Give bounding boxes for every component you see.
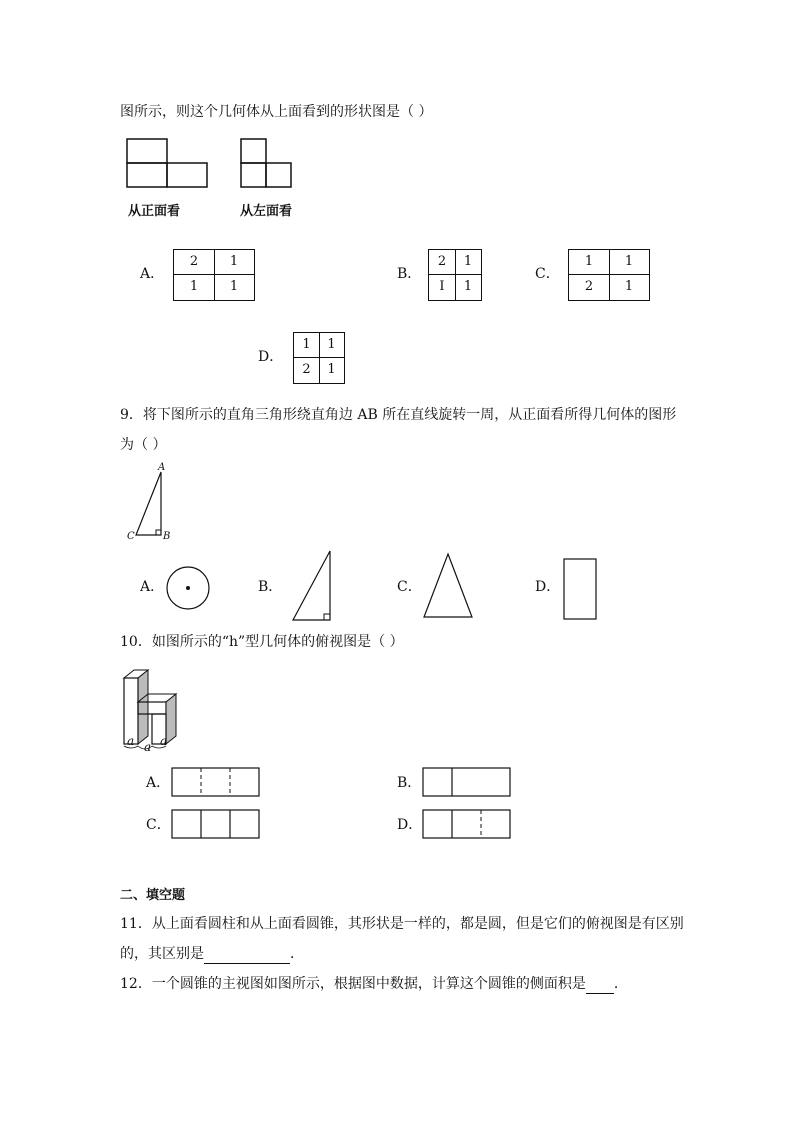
q10-option-a-view[interactable] [171, 767, 261, 799]
q10-dim-a-2: a [144, 740, 152, 754]
grid-cell: 1 [302, 337, 311, 352]
q8-front-label: 从正面看 [128, 204, 181, 219]
q8-option-a-grid[interactable] [173, 249, 255, 301]
q10-option-b-label[interactable]: B． [397, 775, 422, 791]
q10-stem: 10．如图所示的“h”型几何体的俯视图是（ ） [120, 634, 404, 650]
grid-cell: 1 [229, 279, 239, 294]
q10-dim-a-3: a [160, 734, 168, 748]
q12-suffix: ． [613, 976, 628, 992]
grid-cell: 1 [327, 362, 336, 377]
q10-option-a-label[interactable]: A． [146, 775, 171, 791]
grid-cell: 2 [437, 254, 447, 269]
q10-dim-a-1: a [127, 734, 135, 748]
grid-cell: 1 [584, 254, 594, 269]
q9-stem-line2: 为（ ） [120, 437, 167, 453]
q8-left-view [240, 138, 295, 190]
q11-line1: 11．从上面看圆柱和从上面看圆锥，其形状是一样的，都是圆，但是它们的俯视图是有区别 [120, 916, 684, 932]
q8-option-d-grid[interactable] [293, 332, 345, 384]
q8-option-c-label[interactable]: C． [535, 266, 560, 282]
q9-vertex-c: C [127, 531, 135, 542]
grid-cell: 1 [463, 254, 473, 269]
q8-left-label: 从左面看 [240, 204, 293, 219]
q10-option-d-view[interactable] [422, 809, 512, 841]
grid-cell: 1 [463, 279, 473, 294]
q12-line [120, 974, 628, 994]
grid-cell: 2 [584, 279, 594, 294]
q8-option-d-label[interactable]: D． [258, 349, 284, 365]
q9-option-d-label[interactable]: D． [535, 579, 561, 595]
q9-right-triangle [126, 464, 186, 544]
q9-option-a-circle[interactable] [165, 565, 211, 611]
grid-cell: 1 [624, 279, 634, 294]
q9-vertex-a: A [158, 462, 166, 473]
q11-line2 [120, 944, 304, 964]
q12-answer-blank[interactable] [586, 977, 614, 994]
q8-option-c-grid[interactable] [568, 249, 650, 301]
q9-option-c-label[interactable]: C． [397, 579, 422, 595]
q8-option-a-label[interactable]: A． [140, 266, 165, 282]
grid-cell: I [439, 279, 445, 294]
q11-line2-prefix: 的，其区别是 [120, 946, 204, 962]
q9-option-d-rectangle[interactable] [562, 557, 598, 621]
q8-stem: 图所示，则这个几何体从上面看到的形状图是（ ） [120, 104, 433, 120]
q9-option-b-label[interactable]: B． [258, 579, 283, 595]
grid-cell: 1 [229, 254, 239, 269]
grid-cell: 2 [302, 362, 311, 377]
q8-option-b-grid[interactable] [428, 249, 482, 301]
section-heading: 二、填空题 [120, 888, 186, 903]
q11-answer-blank[interactable] [204, 947, 290, 964]
q10-option-c-label[interactable]: C． [146, 817, 171, 833]
q10-option-b-view[interactable] [422, 767, 512, 799]
grid-cell: 2 [189, 254, 199, 269]
q8-option-b-label[interactable]: B． [397, 266, 422, 282]
grid-cell: 1 [624, 254, 634, 269]
grid-cell: 1 [189, 279, 199, 294]
q12-prefix: 12．一个圆锥的主视图如图所示，根据图中数据，计算这个圆锥的侧面积是 [120, 976, 586, 992]
grid-cell: 1 [327, 337, 336, 352]
q9-vertex-b: B [163, 531, 171, 542]
q8-front-view [126, 138, 211, 190]
q10-option-c-view[interactable] [171, 809, 261, 841]
q10-option-d-label[interactable]: D． [397, 817, 423, 833]
q9-option-b-triangle[interactable] [290, 548, 336, 623]
q9-stem-line1: 9．将下图所示的直角三角形绕直角边 AB 所在直线旋转一周，从正面看所得几何体的图形 [120, 407, 677, 423]
q11-line2-suffix: ． [290, 946, 304, 962]
q9-option-c-isosceles-triangle[interactable] [422, 552, 474, 620]
q9-option-a-label[interactable]: A． [140, 579, 165, 595]
